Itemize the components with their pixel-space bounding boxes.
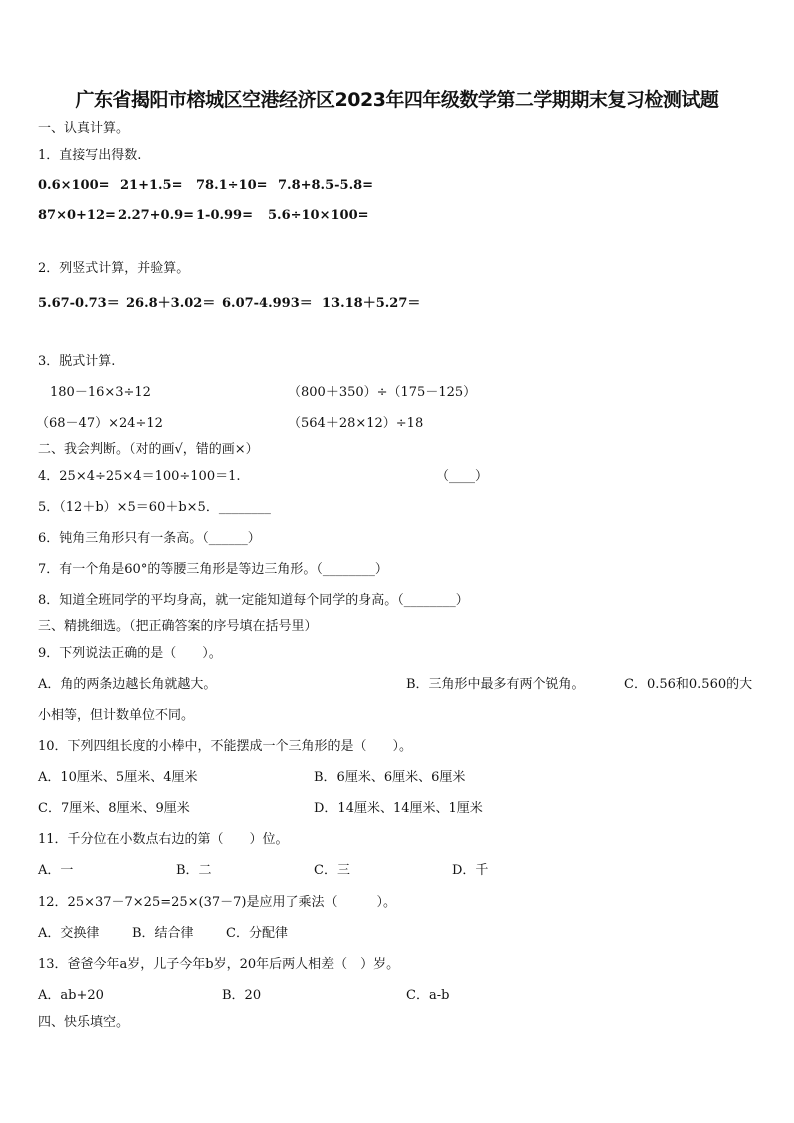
- question-1-stem: 1．直接写出得数.: [38, 148, 142, 163]
- q11-option-c[interactable]: C．三: [314, 863, 350, 878]
- question-5: 5．（12＋b）×5＝60＋b×5．________: [38, 500, 271, 515]
- q10-option-b[interactable]: B．6厘米、6厘米、6厘米: [314, 770, 466, 785]
- q10-option-c[interactable]: C．7厘米、8厘米、9厘米: [38, 801, 190, 816]
- section-heading-3: 三、精挑细选。（把正确答案的序号填在括号里）: [38, 619, 318, 634]
- section-heading-2: 二、我会判断。（对的画√，错的画×）: [38, 442, 259, 457]
- question-12-stem: 12．25×37－7×25=25×(37－7)是应用了乘法（ ）。: [38, 895, 397, 910]
- q11-option-b[interactable]: B．二: [176, 863, 212, 878]
- q9-option-c-continued: 小相等，但计数单位不同。: [38, 708, 195, 723]
- q3-item: （68－47）×24÷12: [36, 416, 163, 431]
- q13-option-c[interactable]: C．a-b: [406, 988, 450, 1003]
- q12-option-c[interactable]: C．分配律: [226, 926, 288, 941]
- page-title: 广东省揭阳市榕城区空港经济区2023年四年级数学第二学期期末复习检测试题: [75, 89, 719, 111]
- q9-option-a[interactable]: A．角的两条边越长角就越大。: [38, 677, 217, 692]
- q10-option-d[interactable]: D．14厘米、14厘米、1厘米: [314, 801, 483, 816]
- q11-option-d[interactable]: D．千: [452, 863, 489, 878]
- question-11-stem: 11．千分位在小数点右边的第（ ）位。: [38, 832, 289, 847]
- q1-item: 2.27+0.9=: [118, 208, 195, 223]
- q9-option-c[interactable]: C．0.56和0.560的大: [624, 677, 753, 692]
- q3-item: 180－16×3÷12: [50, 385, 151, 400]
- q2-item: 6.07-4.993＝: [222, 296, 313, 311]
- q3-item: （564＋28×12）÷18: [288, 416, 424, 431]
- q1-item: 5.6÷10×100=: [268, 208, 369, 223]
- q1-item: 21+1.5=: [120, 178, 183, 193]
- q1-item: 78.1÷10=: [196, 178, 268, 193]
- question-4: 4．25×4÷25×4＝100÷100＝1.: [38, 469, 241, 484]
- q13-option-a[interactable]: A．ab+20: [38, 988, 104, 1003]
- question-10-stem: 10．下列四组长度的小棒中，不能摆成一个三角形的是（ ）。: [38, 739, 413, 754]
- question-2-stem: 2．列竖式计算，并验算。: [38, 261, 190, 276]
- q1-item: 87×0+12=: [38, 208, 116, 223]
- question-6: 6．钝角三角形只有一条高。（______）: [38, 531, 261, 546]
- q1-item: 7.8+8.5-5.8=: [278, 178, 374, 193]
- section-heading-1: 一、认真计算。: [38, 121, 130, 136]
- q2-item: 13.18＋5.27＝: [322, 296, 421, 311]
- q12-option-a[interactable]: A．交换律: [38, 926, 100, 941]
- q10-option-a[interactable]: A．10厘米、5厘米、4厘米: [38, 770, 198, 785]
- q3-item: （800＋350）÷（175－125）: [288, 385, 477, 400]
- q9-option-b[interactable]: B．三角形中最多有两个锐角。: [406, 677, 585, 692]
- section-heading-4: 四、快乐填空。: [38, 1015, 130, 1030]
- q1-item: 0.6×100=: [38, 178, 110, 193]
- q2-item: 26.8＋3.02＝: [126, 296, 216, 311]
- q12-option-b[interactable]: B．结合律: [132, 926, 194, 941]
- q13-option-b[interactable]: B．20: [222, 988, 262, 1003]
- question-9-stem: 9．下列说法正确的是（ ）。: [38, 646, 222, 661]
- question-7: 7．有一个角是60°的等腰三角形是等边三角形。（________）: [38, 562, 388, 577]
- answer-blank[interactable]: （____）: [436, 469, 489, 484]
- q1-item: 1-0.99=: [196, 208, 253, 223]
- question-8: 8．知道全班同学的平均身高，就一定能知道每个同学的身高。（________）: [38, 593, 469, 608]
- question-13-stem: 13．爸爸今年a岁，儿子今年b岁，20年后两人相差（ ）岁。: [38, 957, 400, 972]
- q11-option-a[interactable]: A．一: [38, 863, 74, 878]
- question-3-stem: 3．脱式计算.: [38, 354, 116, 369]
- q2-item: 5.67-0.73＝: [38, 296, 120, 311]
